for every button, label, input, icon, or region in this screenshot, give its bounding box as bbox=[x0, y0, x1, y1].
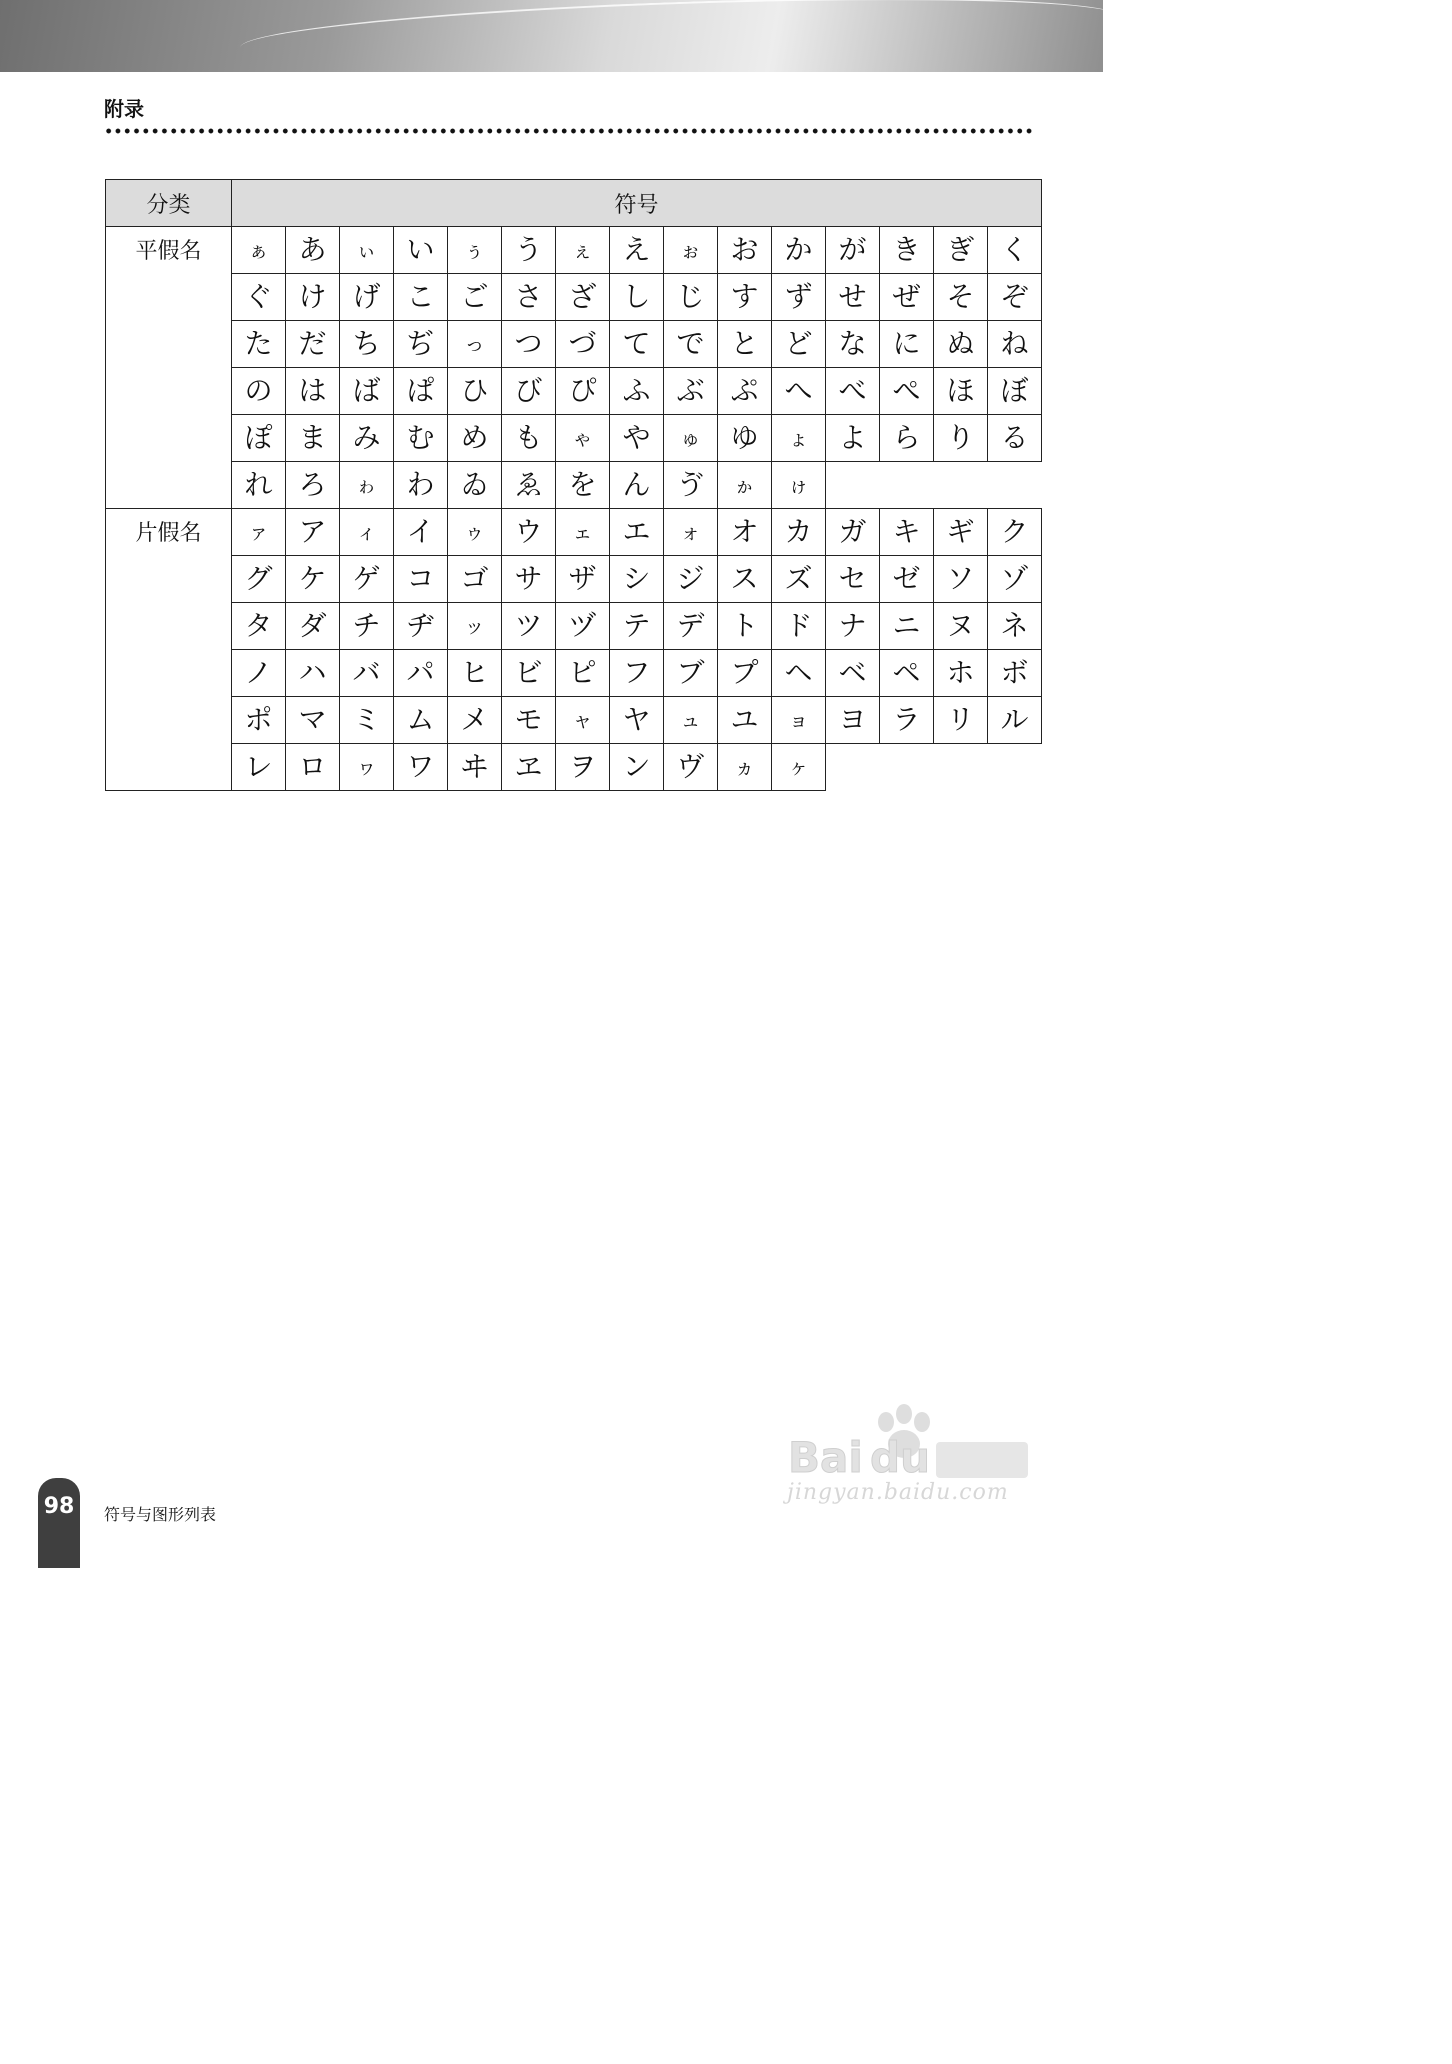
kana-cell: ニ bbox=[880, 603, 934, 650]
svg-text:du: du bbox=[870, 1433, 930, 1482]
kana-cell: コ bbox=[394, 556, 448, 603]
kana-cell: カ bbox=[772, 509, 826, 556]
kana-cell: ナ bbox=[826, 603, 880, 650]
kana-cell: レ bbox=[232, 744, 286, 791]
kana-cell: パ bbox=[394, 650, 448, 697]
kana-cell: ジ bbox=[664, 556, 718, 603]
empty-cell bbox=[988, 744, 1042, 791]
kana-cell: ユ bbox=[718, 697, 772, 744]
kana-cell: ヵ bbox=[718, 744, 772, 791]
kana-cell: ョ bbox=[772, 697, 826, 744]
kana-cell: ュ bbox=[664, 697, 718, 744]
kana-cell: ゾ bbox=[988, 556, 1042, 603]
kana-cell: ふ bbox=[610, 368, 664, 415]
kana-cell: ぢ bbox=[394, 321, 448, 368]
kana-cell: ね bbox=[988, 321, 1042, 368]
kana-cell: ケ bbox=[286, 556, 340, 603]
kana-cell: や bbox=[610, 415, 664, 462]
kana-cell: ゼ bbox=[880, 556, 934, 603]
dotted-divider bbox=[104, 128, 1034, 134]
kana-cell: ぇ bbox=[556, 227, 610, 274]
kana-cell: も bbox=[502, 415, 556, 462]
table-header-row bbox=[106, 180, 1042, 227]
footer-title: 符号与图形列表 bbox=[104, 1505, 217, 1524]
kana-cell: ア bbox=[286, 509, 340, 556]
kana-cell: ギ bbox=[934, 509, 988, 556]
kana-cell: ん bbox=[610, 462, 664, 509]
table-row bbox=[106, 274, 1042, 321]
kana-cell: ザ bbox=[556, 556, 610, 603]
kana-cell: グ bbox=[232, 556, 286, 603]
kana-cell: ら bbox=[880, 415, 934, 462]
empty-cell bbox=[880, 462, 934, 509]
kana-cell: ミ bbox=[340, 697, 394, 744]
kana-cell: ホ bbox=[934, 650, 988, 697]
kana-cell: せ bbox=[826, 274, 880, 321]
kana-cell: ワ bbox=[394, 744, 448, 791]
kana-cell: な bbox=[826, 321, 880, 368]
kana-cell: ヶ bbox=[772, 744, 826, 791]
kana-cell: ほ bbox=[934, 368, 988, 415]
kana-cell: し bbox=[610, 274, 664, 321]
kana-cell: ル bbox=[988, 697, 1042, 744]
kana-cell: ャ bbox=[556, 697, 610, 744]
kana-cell: チ bbox=[340, 603, 394, 650]
kana-cell: え bbox=[610, 227, 664, 274]
kana-cell: ツ bbox=[502, 603, 556, 650]
kana-cell: フ bbox=[610, 650, 664, 697]
kana-cell: シ bbox=[610, 556, 664, 603]
kana-cell: ヘ bbox=[772, 650, 826, 697]
empty-cell bbox=[934, 744, 988, 791]
kana-cell: て bbox=[610, 321, 664, 368]
kana-cell: み bbox=[340, 415, 394, 462]
kana-cell: じ bbox=[664, 274, 718, 321]
kana-cell: ざ bbox=[556, 274, 610, 321]
kana-cell: ぎ bbox=[934, 227, 988, 274]
kana-cell: ゖ bbox=[772, 462, 826, 509]
empty-cell bbox=[988, 462, 1042, 509]
kana-cell: ぐ bbox=[232, 274, 286, 321]
kana-cell: プ bbox=[718, 650, 772, 697]
kana-cell: き bbox=[880, 227, 934, 274]
kana-cell: ぅ bbox=[448, 227, 502, 274]
svg-text:Bai: Bai bbox=[788, 1433, 863, 1482]
kana-cell: ビ bbox=[502, 650, 556, 697]
table-row bbox=[106, 697, 1042, 744]
table-row bbox=[106, 321, 1042, 368]
kana-cell: ぽ bbox=[232, 415, 286, 462]
kana-cell: セ bbox=[826, 556, 880, 603]
kana-cell: と bbox=[718, 321, 772, 368]
kana-cell: れ bbox=[232, 462, 286, 509]
kana-cell: ピ bbox=[556, 650, 610, 697]
kana-cell: が bbox=[826, 227, 880, 274]
kana-cell: ロ bbox=[286, 744, 340, 791]
kana-cell: イ bbox=[394, 509, 448, 556]
kana-cell: ひ bbox=[448, 368, 502, 415]
kana-symbol-table bbox=[105, 179, 1042, 791]
kana-cell: だ bbox=[286, 321, 340, 368]
table-row bbox=[106, 744, 1042, 791]
kana-cell: ン bbox=[610, 744, 664, 791]
kana-cell: に bbox=[880, 321, 934, 368]
kana-cell: ズ bbox=[772, 556, 826, 603]
kana-cell: ぷ bbox=[718, 368, 772, 415]
kana-cell: べ bbox=[826, 368, 880, 415]
kana-cell: ゲ bbox=[340, 556, 394, 603]
kana-cell: ッ bbox=[448, 603, 502, 650]
kana-cell: ボ bbox=[988, 650, 1042, 697]
kana-cell: ぱ bbox=[394, 368, 448, 415]
table-row bbox=[106, 556, 1042, 603]
kana-cell: ヲ bbox=[556, 744, 610, 791]
kana-cell: ベ bbox=[826, 650, 880, 697]
empty-cell bbox=[826, 744, 880, 791]
kana-cell: テ bbox=[610, 603, 664, 650]
kana-cell: ゴ bbox=[448, 556, 502, 603]
kana-cell: ラ bbox=[880, 697, 934, 744]
kana-cell: ぁ bbox=[232, 227, 286, 274]
kana-cell: の bbox=[232, 368, 286, 415]
table-row bbox=[106, 415, 1042, 462]
page-number: 98 bbox=[43, 1494, 75, 1519]
symbols-column-header: 符号 bbox=[232, 180, 1042, 227]
kana-cell: ウ bbox=[502, 509, 556, 556]
kana-cell: は bbox=[286, 368, 340, 415]
kana-cell: デ bbox=[664, 603, 718, 650]
kana-cell: ヅ bbox=[556, 603, 610, 650]
kana-cell: ゐ bbox=[448, 462, 502, 509]
kana-cell: ぃ bbox=[340, 227, 394, 274]
kana-cell: ム bbox=[394, 697, 448, 744]
kana-cell: ォ bbox=[664, 509, 718, 556]
section-title: 附录 bbox=[104, 97, 144, 121]
kana-cell: ノ bbox=[232, 650, 286, 697]
empty-cell bbox=[826, 462, 880, 509]
table-row bbox=[106, 368, 1042, 415]
kana-cell: つ bbox=[502, 321, 556, 368]
kana-cell: ぬ bbox=[934, 321, 988, 368]
kana-cell: サ bbox=[502, 556, 556, 603]
table-row bbox=[106, 603, 1042, 650]
kana-cell: ち bbox=[340, 321, 394, 368]
kana-cell: ゎ bbox=[340, 462, 394, 509]
kana-cell: っ bbox=[448, 321, 502, 368]
kana-cell: ぉ bbox=[664, 227, 718, 274]
kana-cell: ゔ bbox=[664, 462, 718, 509]
table-row bbox=[106, 227, 1042, 274]
kana-cell: ゑ bbox=[502, 462, 556, 509]
kana-cell: げ bbox=[340, 274, 394, 321]
empty-cell bbox=[934, 462, 988, 509]
header-swoosh bbox=[239, 0, 1121, 77]
kana-cell: ヌ bbox=[934, 603, 988, 650]
kana-cell: ず bbox=[772, 274, 826, 321]
kana-cell: め bbox=[448, 415, 502, 462]
table-body bbox=[106, 227, 1042, 791]
kana-cell: た bbox=[232, 321, 286, 368]
kana-cell: ぼ bbox=[988, 368, 1042, 415]
kana-cell: を bbox=[556, 462, 610, 509]
kana-cell: ェ bbox=[556, 509, 610, 556]
kana-cell: ゃ bbox=[556, 415, 610, 462]
kana-cell: ぞ bbox=[988, 274, 1042, 321]
kana-cell: す bbox=[718, 274, 772, 321]
kana-cell: ヮ bbox=[340, 744, 394, 791]
kana-cell: づ bbox=[556, 321, 610, 368]
kana-cell: タ bbox=[232, 603, 286, 650]
kana-cell: ァ bbox=[232, 509, 286, 556]
kana-cell: ダ bbox=[286, 603, 340, 650]
kana-cell: キ bbox=[880, 509, 934, 556]
kana-cell: ゕ bbox=[718, 462, 772, 509]
kana-cell: り bbox=[934, 415, 988, 462]
kana-cell: ド bbox=[772, 603, 826, 650]
kana-cell: び bbox=[502, 368, 556, 415]
category-label: 片假名 bbox=[106, 509, 232, 791]
kana-cell: ブ bbox=[664, 650, 718, 697]
kana-cell: ぺ bbox=[880, 368, 934, 415]
kana-cell: ょ bbox=[772, 415, 826, 462]
kana-cell: ゥ bbox=[448, 509, 502, 556]
kana-cell: ご bbox=[448, 274, 502, 321]
page-header-band bbox=[0, 0, 1103, 72]
kana-cell: メ bbox=[448, 697, 502, 744]
kana-cell: い bbox=[394, 227, 448, 274]
kana-cell: ク bbox=[988, 509, 1042, 556]
category-label: 平假名 bbox=[106, 227, 232, 509]
kana-cell: ぴ bbox=[556, 368, 610, 415]
kana-cell: ヴ bbox=[664, 744, 718, 791]
kana-cell: で bbox=[664, 321, 718, 368]
kana-cell: わ bbox=[394, 462, 448, 509]
kana-cell: エ bbox=[610, 509, 664, 556]
kana-cell: お bbox=[718, 227, 772, 274]
kana-cell: ろ bbox=[286, 462, 340, 509]
empty-cell bbox=[880, 744, 934, 791]
kana-cell: ま bbox=[286, 415, 340, 462]
kana-cell: ぜ bbox=[880, 274, 934, 321]
kana-cell: ポ bbox=[232, 697, 286, 744]
kana-cell: ど bbox=[772, 321, 826, 368]
kana-cell: へ bbox=[772, 368, 826, 415]
kana-cell: リ bbox=[934, 697, 988, 744]
kana-cell: マ bbox=[286, 697, 340, 744]
kana-cell: さ bbox=[502, 274, 556, 321]
kana-cell: ガ bbox=[826, 509, 880, 556]
kana-cell: バ bbox=[340, 650, 394, 697]
kana-cell: ネ bbox=[988, 603, 1042, 650]
kana-cell: ヤ bbox=[610, 697, 664, 744]
kana-cell: ペ bbox=[880, 650, 934, 697]
kana-cell: ィ bbox=[340, 509, 394, 556]
kana-cell: モ bbox=[502, 697, 556, 744]
kana-cell: け bbox=[286, 274, 340, 321]
kana-cell: そ bbox=[934, 274, 988, 321]
kana-cell: ゆ bbox=[718, 415, 772, 462]
category-column-header: 分类 bbox=[106, 180, 232, 227]
watermark-url: jingyan.baidu.com bbox=[787, 1480, 1009, 1505]
kana-cell: ば bbox=[340, 368, 394, 415]
kana-cell: こ bbox=[394, 274, 448, 321]
kana-cell: ゅ bbox=[664, 415, 718, 462]
kana-cell: よ bbox=[826, 415, 880, 462]
kana-cell: オ bbox=[718, 509, 772, 556]
kana-cell: う bbox=[502, 227, 556, 274]
kana-cell: ヒ bbox=[448, 650, 502, 697]
kana-cell: ヱ bbox=[502, 744, 556, 791]
kana-cell: ソ bbox=[934, 556, 988, 603]
table-row bbox=[106, 462, 1042, 509]
kana-cell: ハ bbox=[286, 650, 340, 697]
table-row bbox=[106, 650, 1042, 697]
kana-cell: ヨ bbox=[826, 697, 880, 744]
kana-cell: ぶ bbox=[664, 368, 718, 415]
kana-cell: る bbox=[988, 415, 1042, 462]
kana-cell: く bbox=[988, 227, 1042, 274]
kana-cell: か bbox=[772, 227, 826, 274]
kana-cell: ス bbox=[718, 556, 772, 603]
kana-cell: ト bbox=[718, 603, 772, 650]
kana-cell: あ bbox=[286, 227, 340, 274]
kana-cell: ヰ bbox=[448, 744, 502, 791]
table-row bbox=[106, 509, 1042, 556]
kana-cell: ヂ bbox=[394, 603, 448, 650]
page-number-tab bbox=[38, 1478, 80, 1568]
kana-cell: む bbox=[394, 415, 448, 462]
